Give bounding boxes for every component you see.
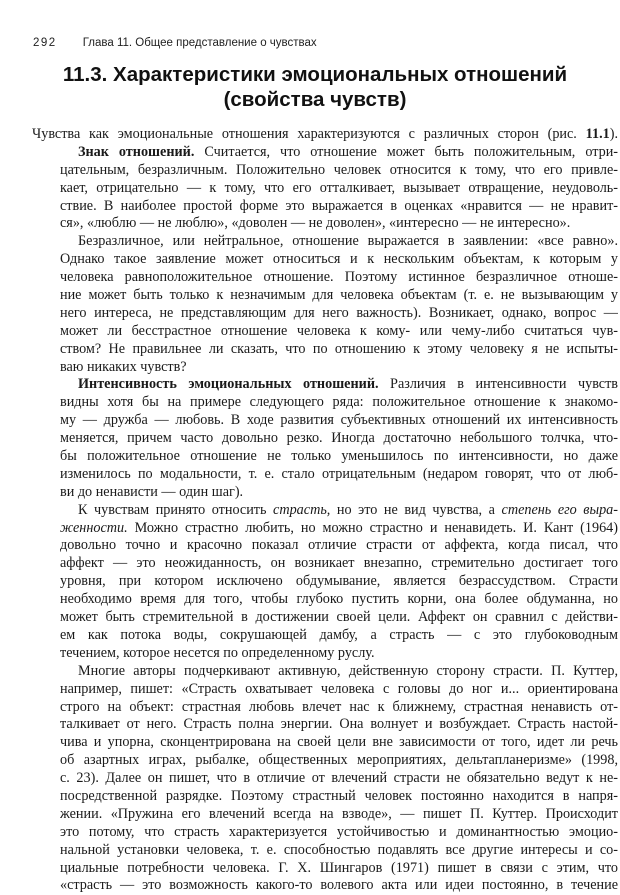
body-text xyxy=(32,126,618,895)
text: Чувства как эмоциональные отношения характеризуются с различных сторон (рис. xyxy=(32,126,586,142)
text-line xyxy=(60,520,618,538)
text: ). xyxy=(609,126,618,142)
text-line: ем как потока воды, сокрушающей дамбу, а страсть — с это глубоководным xyxy=(60,626,618,643)
paragraph-intro xyxy=(32,126,618,144)
text-line: ваю никаких чувств? xyxy=(60,358,187,375)
paragraph-intensity xyxy=(60,376,618,394)
text-line: ся», «люблю — не люблю», «доволен — не доволен», «интересно — не интересно». xyxy=(60,215,571,232)
text-line: посредственной разрядке. Поэтому страстный человек постоянно находится в напря- xyxy=(60,787,618,804)
text-line: «страсть — это возможность какого-то волевого акта или идеи постоянно, в течение xyxy=(60,877,618,894)
paragraph-passion xyxy=(60,502,618,520)
text-line: об азартных играх, рыбалке, общественных мероприятиях, дельтапланеризме» (1998, xyxy=(60,752,618,769)
text-line: аффект — это неожиданность, он возникает внезапно, стремительно достигает того xyxy=(60,555,618,572)
text: Считается, что отношение может быть положительным, отри- xyxy=(194,143,618,160)
figure-ref: 11.1 xyxy=(585,126,610,142)
paragraph-sign xyxy=(60,144,618,162)
text-line: цательным, безразличным. Положительно человек относится к тому, что его привле- xyxy=(60,161,618,178)
text-line: уровня, при котором исключено обдумывание, является безрассудством. Страсти xyxy=(60,573,618,590)
text: но это не вид чувства, а xyxy=(330,501,502,518)
text-line: Многие авторы подчеркивают активную, действенную сторону страсти. П. Куттер, xyxy=(78,662,618,679)
text-line: изменилось по модальности, т. е. стало отрицательным (недаром говорят, что от люб- xyxy=(60,465,618,482)
text: К чувствам принято относить xyxy=(78,501,274,518)
text: Различия в интенсивности чувств xyxy=(378,376,618,393)
text-line: кает, отрицательно — к тому, что его отталкивает, вызывает отвращение, неудоволь- xyxy=(60,179,618,196)
text-line: меняется, причем часто довольно резко. Иногда достаточно небольшого толчка, что- xyxy=(60,430,618,447)
italic-term: женности. xyxy=(60,519,128,536)
text-line: может быть стремительной в достижении своей цели. Аффект он сравнил с действи- xyxy=(60,609,618,626)
text-line: него интереса, не представляющим для него важность). Возникает, однако, вопрос — xyxy=(60,304,618,321)
text-line: му — дружба — любовь. В ходе развития субъективных отношений их интенсивность xyxy=(60,412,618,429)
italic-term: степень его выра- xyxy=(501,501,618,518)
text-line: это потому, что страсть характеризуется устойчивостью и доминантностью эмоцио- xyxy=(60,823,618,840)
text-line: чива и упорна, сконцентрирована на своей цели вне зависимости от того, идет ли речь xyxy=(60,734,618,751)
text-line: например, пишет: «Страсть охватывает человека с головы до ног и... ориентирована xyxy=(60,680,618,697)
text-line: ствие. В наиболее простой форме это выражается в оценках «нравится — не нравит- xyxy=(60,197,618,214)
run-in-heading: Знак отношений. xyxy=(78,143,195,160)
text-line: человека равноположительное отношение. Поэтому истинное безразличное отноше- xyxy=(60,269,618,286)
text-line: может ли бесстрастное отношение человека к кому- или чему-либо считаться чув- xyxy=(60,322,618,339)
text-line: довольно точно и красочно показал отличие страсти от аффекта, когда писал, что xyxy=(60,537,618,554)
text-line: Безразличное, или нейтральное, отношение выражается в заявлении: «все равно». xyxy=(78,233,618,250)
italic-term: страсть, xyxy=(273,501,331,518)
section-title-line-1: 11.3. Характеристики эмоциональных отношений xyxy=(62,63,568,86)
text-line: талкивает от него. Страсть полна энергии. Она волнует и возбуждает. Страсть настой- xyxy=(60,716,618,733)
text-line: ви до ненависти — один шаг). xyxy=(60,483,244,500)
running-head xyxy=(33,37,593,53)
text-line: необходимо время для того, чтобы глубоко пустить корни, она более обдуманна, но xyxy=(60,591,618,608)
text-line: жении. «Пружина его влечений всегда на взводе», — пишет П. Куттер. Происходит xyxy=(60,805,618,822)
text-line: бы положительное отношение не только уменьшилось по интенсивности, но даже xyxy=(60,448,618,465)
chapter-title: Глава 11. Общее представление о чувствах xyxy=(82,37,317,49)
text-line: циальные потребности человека. Г. Х. Шингаров (1971) пишет в связи с этим, что xyxy=(60,859,618,876)
section-title xyxy=(30,62,600,112)
page-number: 292 xyxy=(33,37,57,49)
text-line: с. 23). Далее он пишет, что в отличие от влечений страсти не обязательно ведут к не- xyxy=(60,770,618,787)
text-line: нальной установки человека, т. е. способностью подавлять все другие интересы и со- xyxy=(60,841,618,858)
run-in-heading: Интенсивность эмоциональных отношений. xyxy=(78,376,379,393)
text-line: ством? Не правильнее ли сказать, что по отношению к этому человеку я не испыты- xyxy=(60,340,618,357)
text-line: строго на объект: страстная любовь влечет нас к ближнему, страстная ненависть от- xyxy=(60,698,618,715)
text: Можно страстно любить, но можно страстно и ненавидеть. И. Кант (1964) xyxy=(127,519,618,536)
text-line: ние может быть только к незначимым для человека объектам (т. е. не вызывающим у xyxy=(60,287,618,304)
text-line: видны хотя бы на примере следующего ряда: положительное отношение к знакомо- xyxy=(60,394,618,411)
section-title-line-2: (свойства чувств) xyxy=(223,88,407,111)
text-line: Однако такое заявление может относиться и к нескольким объектам, к которым у xyxy=(60,251,618,268)
text-line: течением, которое несется по определенному руслу. xyxy=(60,644,375,661)
